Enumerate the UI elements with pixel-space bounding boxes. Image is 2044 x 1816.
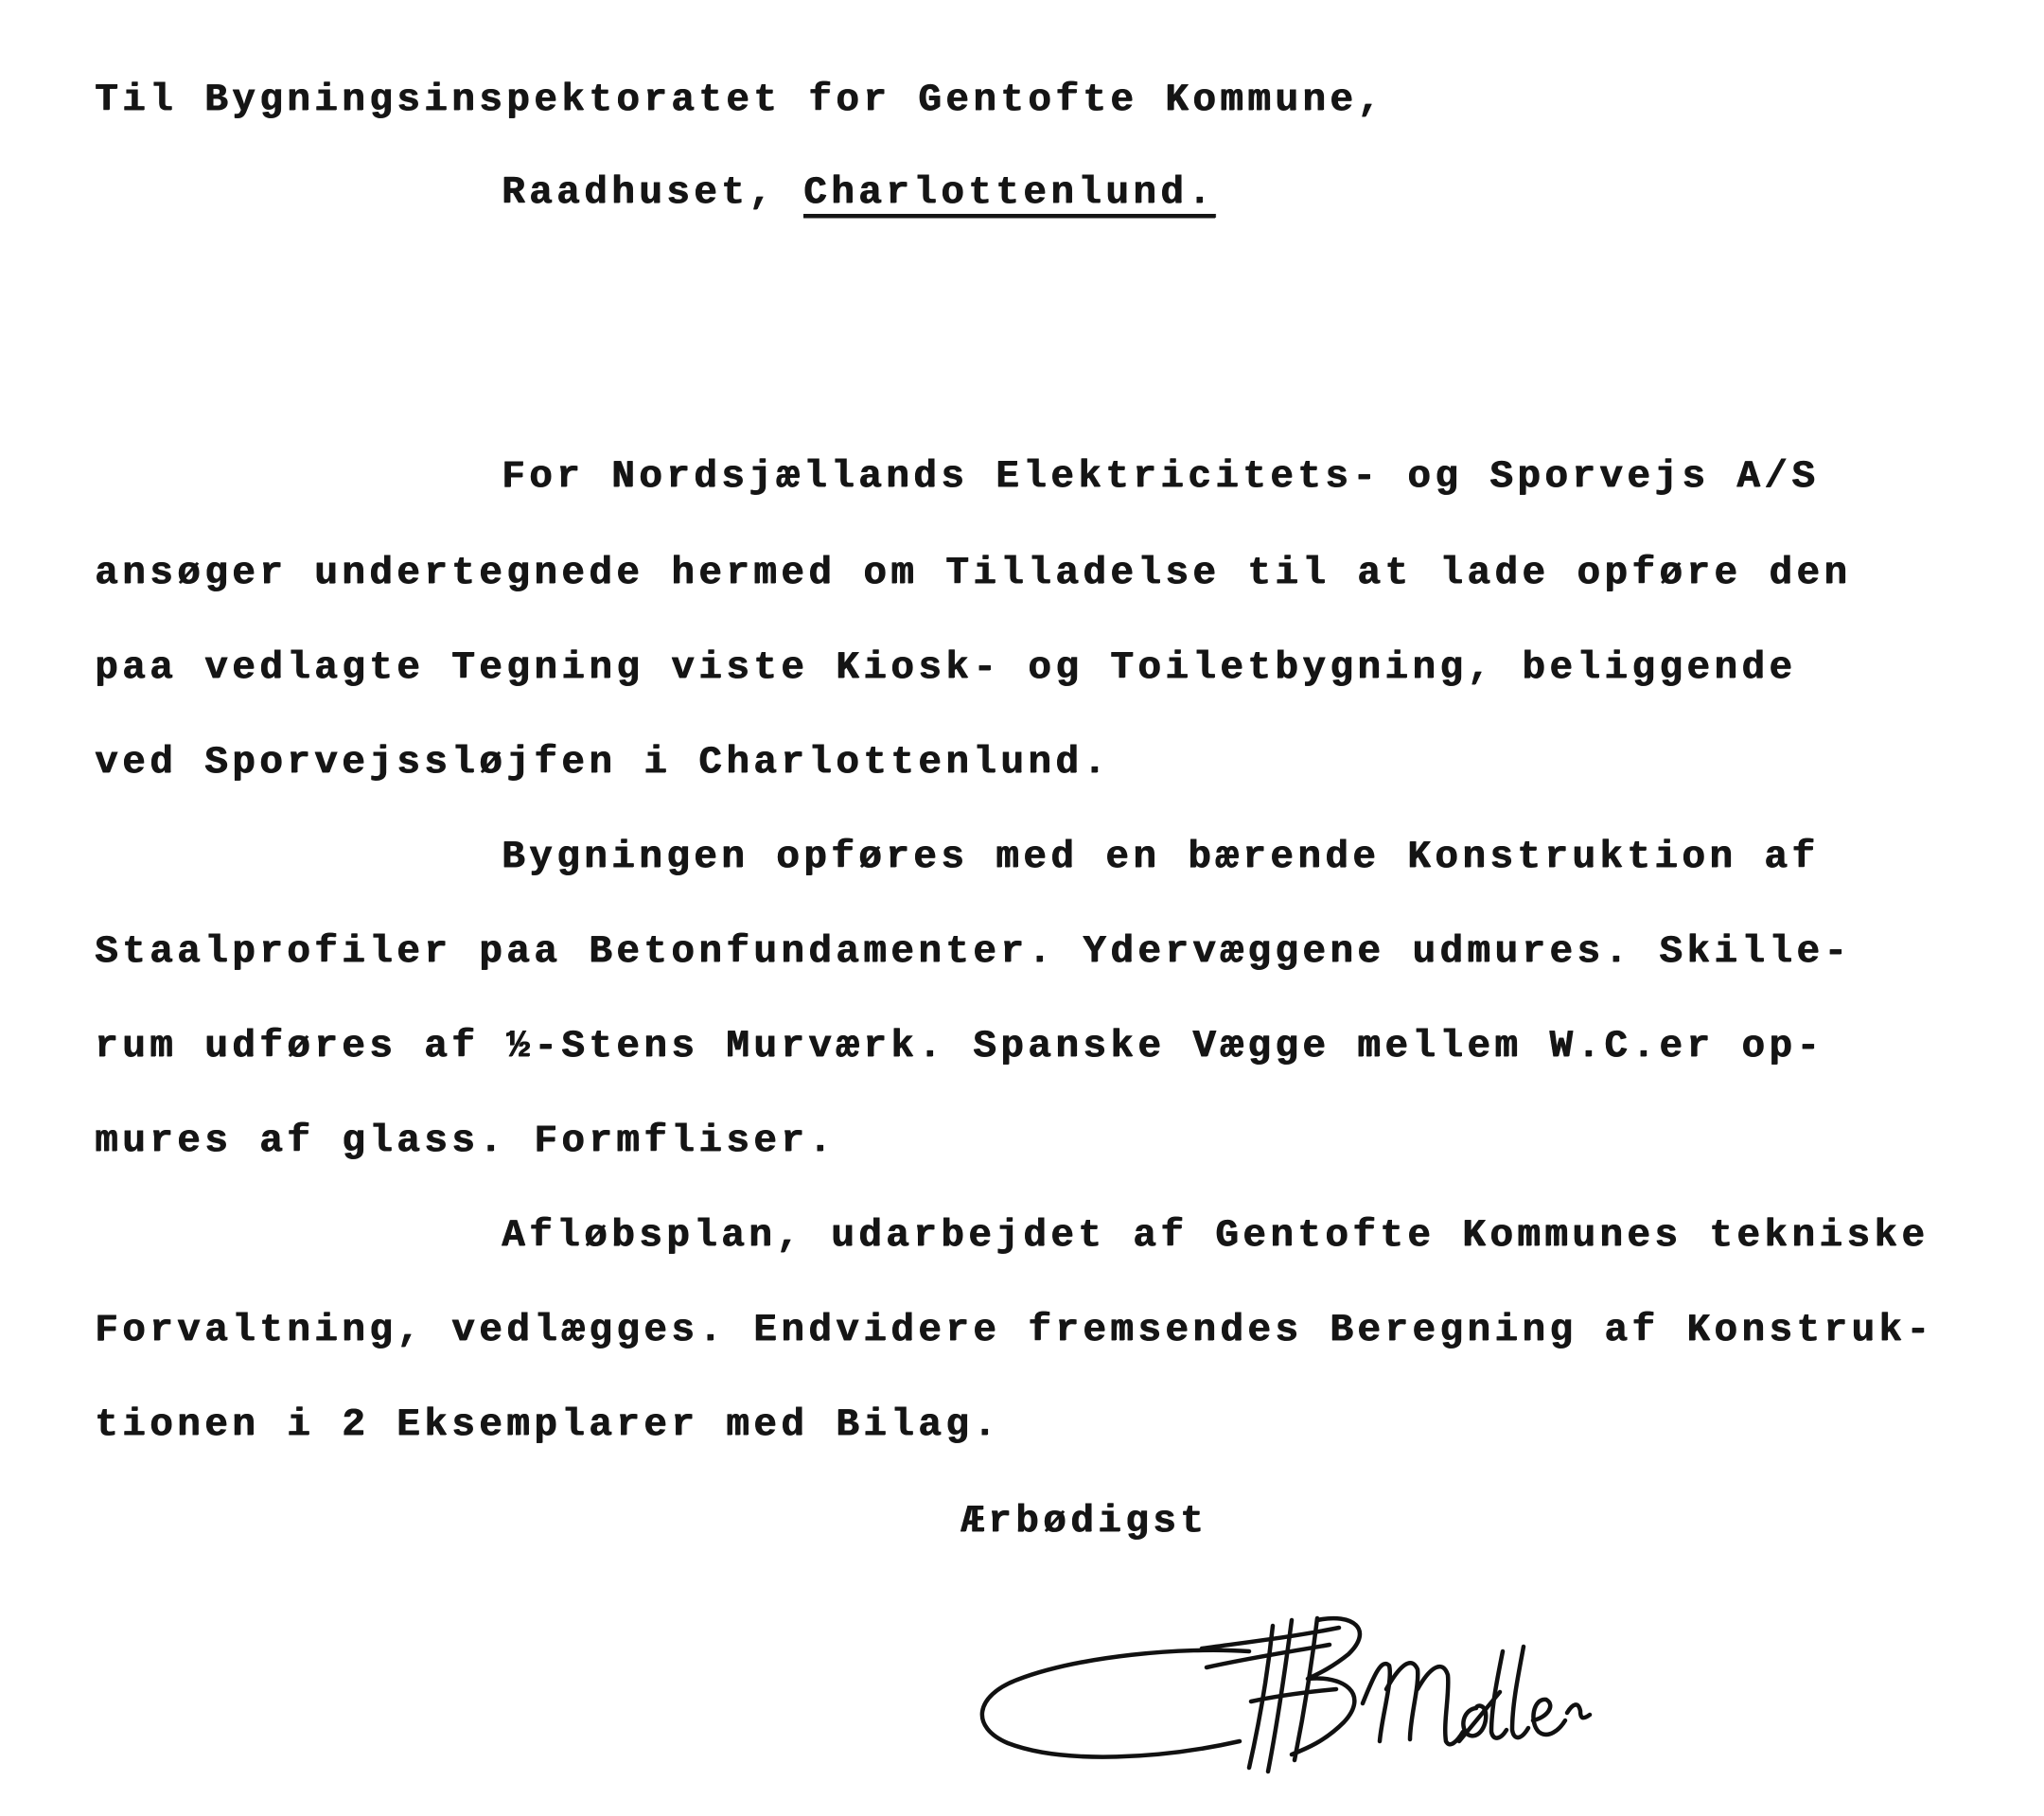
address-place: Charlottenlund. [803,171,1216,215]
recipient-address-line [502,165,1215,221]
paragraph-line: rum udføres af ½-Stens Murværk. Spanske Vægge mellem W.C.er op- [95,1025,1824,1068]
paragraph-line: mures af glass. Formfliser. [95,1120,837,1163]
recipient-line: Til Bygningsinspektoratet for Gentofte Kommune, [95,79,1385,122]
closing: Ærbødigst [960,1500,1208,1543]
paragraph-line: ved Sporvejssløjfen i Charlottenlund. [95,741,1111,785]
paragraph-line: tionen i 2 Eksemplarer med Bilag. [95,1403,1001,1447]
paragraph-line: Staalprofiler paa Betonfundamenter. Ydervæggene udmures. Skille- [95,930,1852,974]
paragraph-line: Afløbsplan, udarbejdet af Gentofte Kommunes tekniske [502,1214,1929,1258]
address-street: Raadhuset, [502,171,804,215]
paragraph-line: For Nordsjællands Elektricitets- og Sporvejs A/S [502,455,1820,499]
paragraph-line: Forvaltning, vedlægges. Endvidere fremsendes Beregning af Konstruk- [95,1309,1934,1352]
handwritten-signature [965,1599,1665,1789]
paragraph-line: paa vedlagte Tegning viste Kiosk- og Toiletbygning, beliggende [95,646,1797,690]
paragraph-line: ansøger undertegnede hermed om Tilladelse til at lade opføre den [95,552,1852,595]
paragraph-line: Bygningen opføres med en bærende Konstruktion af [502,836,1820,879]
